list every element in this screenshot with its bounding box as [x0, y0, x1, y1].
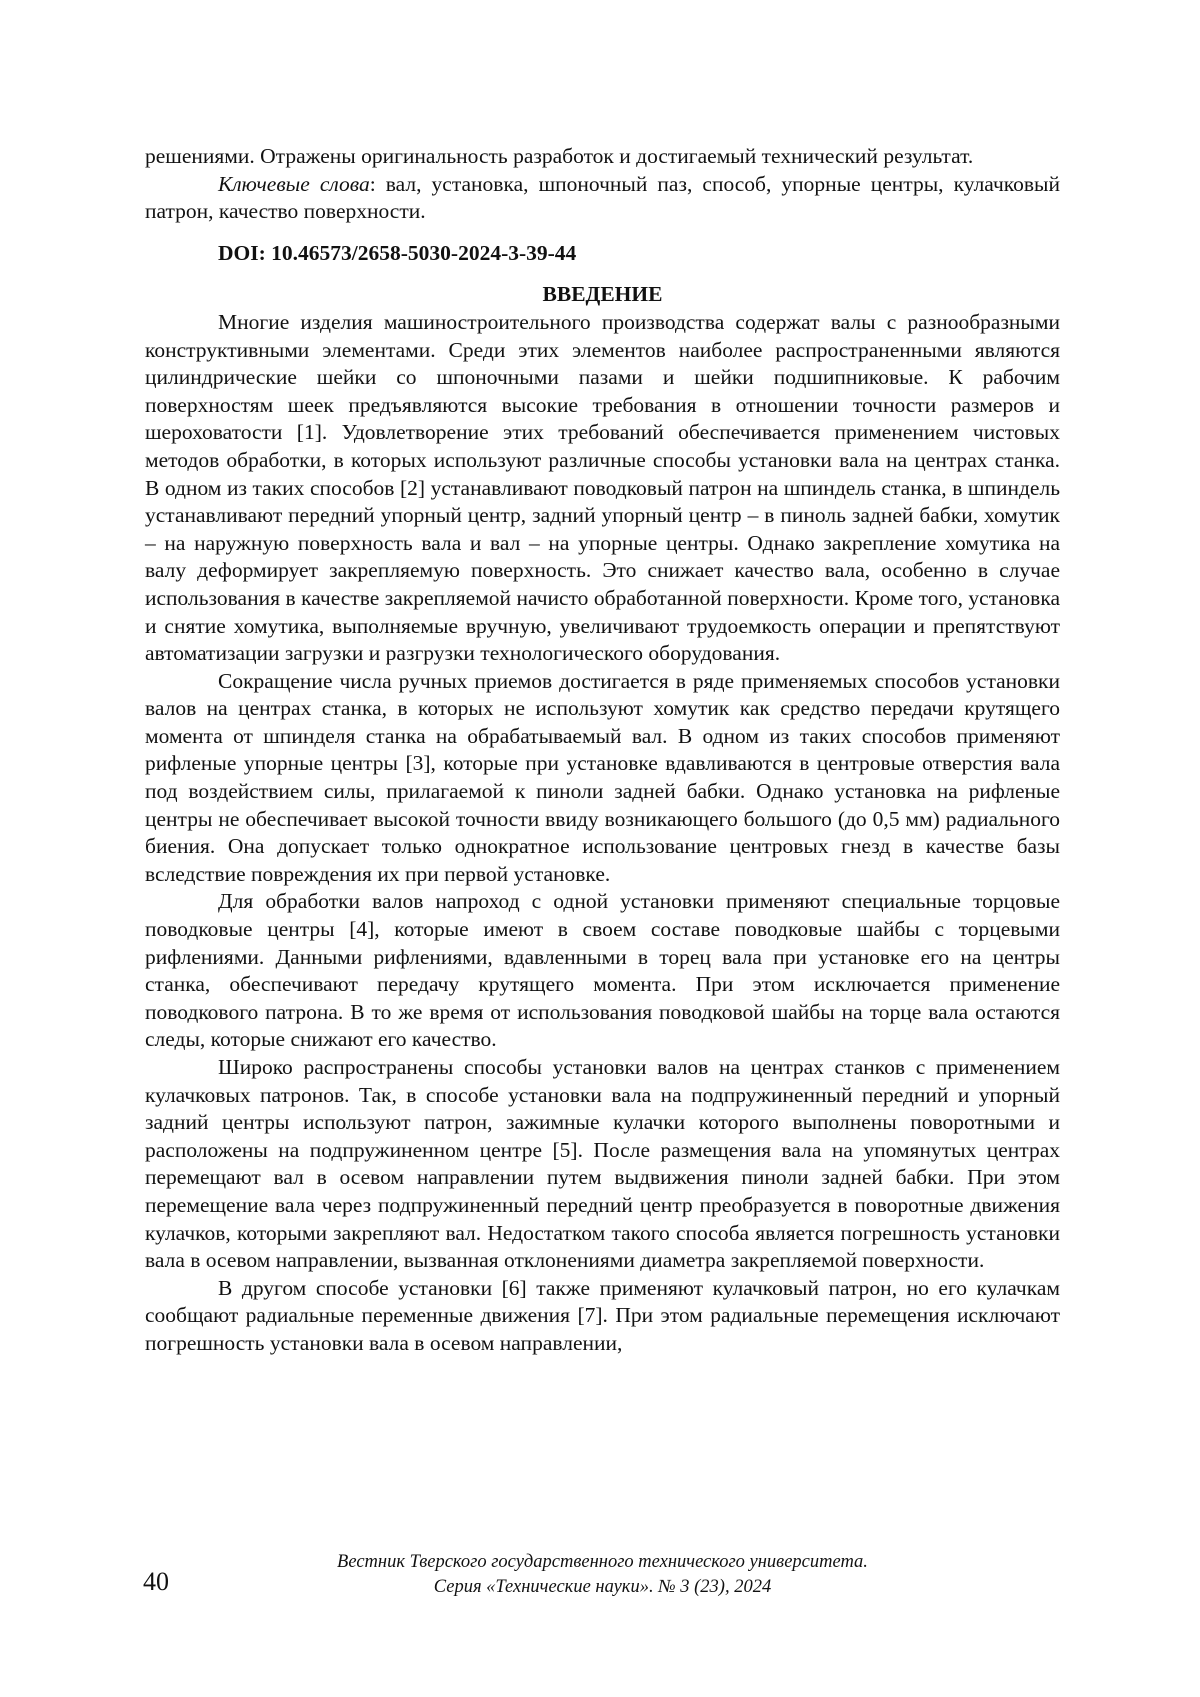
article-body [145, 143, 1060, 1358]
section-heading: ВВЕДЕНИЕ [145, 281, 1060, 309]
paragraph: В другом способе установки [6] также применяют кулачковый патрон, но его кулачкам сообщают радиальные переменные движения [7]. При этом радиальные перемещения исключают погрешность установки вала в осевом направлении, [145, 1275, 1060, 1358]
abstract-end: решениями. Отражены оригинальность разработок и достигаемый технический результат. [145, 143, 1060, 171]
doi: DOI: 10.46573/2658-5030-2024-3-39-44 [145, 240, 1060, 268]
paragraph: Широко распространены способы установки валов на центрах станков с применением кулачковых патронов. Так, в способе установки вала на подпружиненный передний и упорный задний центры используют патрон, зажимные кулачки которого выполнены поворотными и расположены на подпружиненном центре [5]. После размещения вала на упомянутых центрах перемещают вал в осевом направлении путем выдвижения пиноли задней бабки. При этом перемещение вала через подпружиненный передний центр преобразуется в поворотные движения кулачков, которыми закрепляют вал. Недостатком такого способа является погрешность установки вала в осевом направлении, вызванная отклонениями диаметра закрепляемой поверхности. [145, 1054, 1060, 1275]
journal-footer [145, 1550, 1060, 1600]
keywords-text: : вал, установка, шпоночный паз, способ, упорные центры, кулачковый патрон, качество поверхности. [145, 172, 1060, 224]
keywords [145, 171, 1060, 226]
paragraph: Многие изделия машиностроительного производства содержат валы с разнообразными конструктивными элементами. Среди этих элементов наиболее распространенными являются цилиндрические шейки со шпоночными пазами и шейки подшипниковые. К рабочим поверхностям шеек предъявляются высокие требования в отношении точности размеров и шероховатости [1]. Удовлетворение этих требований обеспечивается применением чистовых методов обработки, в которых используют различные способы установки вала на центрах станка. В одном из таких способов [2] устанавливают поводковый патрон на шпиндель станка, в шпиндель устанавливают передний упорный центр, задний упорный центр – в пиноль задней бабки, хомутик – на наружную поверхность вала и вал – на упорные центры. Однако закрепление хомутика на валу деформирует закрепляемую поверхность. Это снижает качество вала, особенно в случае использования в качестве закрепляемой начисто обработанной поверхности. Кроме того, установка и снятие хомутика, выполняемые вручную, увеличивают трудоемкость операции и препятствуют автоматизации загрузки и разгрузки технологического оборудования. [145, 309, 1060, 668]
footer-series: Серия «Технические науки». № 3 (23), 2024 [145, 1575, 1060, 1600]
page-number: 40 [143, 1567, 169, 1597]
footer-journal-title: Вестник Тверского государственного технического университета. [145, 1550, 1060, 1575]
paragraph: Для обработки валов напроход с одной установки применяют специальные торцовые поводковые центры [4], которые имеют в своем составе поводковые шайбы с торцевыми рифлениями. Данными рифлениями, вдавленными в торец вала при установке его на центры станка, обеспечивают передачу крутящего момента. При этом исключается применение поводкового патрона. В то же время от использования поводковой шайбы на торце вала остаются следы, которые снижают его качество. [145, 888, 1060, 1054]
keywords-label: Ключевые слова [218, 172, 370, 196]
paragraph: Сокращение числа ручных приемов достигается в ряде применяемых способов установки валов на центрах станка, в которых не используют хомутик как средство передачи крутящего момента от шпинделя станка на обрабатываемый вал. В одном из таких способов применяют рифленые упорные центры [3], которые при установке вдавливаются в центровые отверстия вала под воздействием силы, прилагаемой к пиноли задней бабки. Однако установка на рифленые центры не обеспечивает высокой точности ввиду возникающего большого (до 0,5 мм) радиального биения. Она допускает только однократное использование центровых гнезд в качестве базы вследствие повреждения их при первой установке. [145, 668, 1060, 889]
